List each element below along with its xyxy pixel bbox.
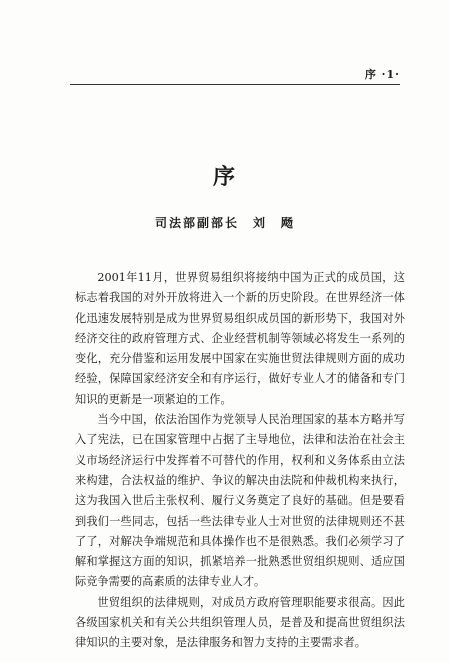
running-header: 序 ·1· (364, 68, 400, 81)
chapter-title: 序 (212, 164, 237, 190)
paragraph-1: 2001年11月，世界贸易组织将接纳中国为正式的成员国，这标志着我国的对外开放将进入一个新的历史阶段。在世界经济一体化迅速发展特别是成为世界贸易组织成员国的新形势下，我国对外经济交往的政府管理方式、企业经营机制等领域必将发生一系列的变化，充分借鉴和运用发展中国家在实施世贸法律规则方面的成功经验，保障国家经济安全和有序运行，做好专业人才的储备和专门知识的更新是一项紧迫的工作。 (75, 271, 405, 406)
paragraph-3: 世贸组织的法律规则，对成员方政府管理职能要求很高。因此各级国家机关和有关公共组织管理人员，是普及和提高世贸组织法律知识的主要对象，是法律服务和智力支持的主要需求者。 (75, 595, 405, 650)
body-text (75, 268, 405, 654)
header-rule (70, 84, 400, 85)
author-byline: 司法部副部长 刘 飏 (154, 216, 295, 230)
paragraph-2: 当今中国，依法治国作为党领导人民治理国家的基本方略并写入了宪法，已在国家管理中占据了主导地位，法律和法治在社会主义市场经济运行中发挥着不可替代的作用，权利和义务体系由立法来构建，合法权益的维护、争议的解决由法院和仲裁机构来执行，这为我国入世后主张权利、履行义务奠定了良好的基础。但是要看到我们一些同志，包括一些法律专业人士对世贸的法律规则还不甚了了，对解决争端规范和具体操作也不是很熟悉。我们必须学习了解和掌握这方面的知识，抓紧培养一批熟悉世贸组织规则、适应国际竞争需要的高素质的法律专业人才。 (75, 413, 405, 589)
